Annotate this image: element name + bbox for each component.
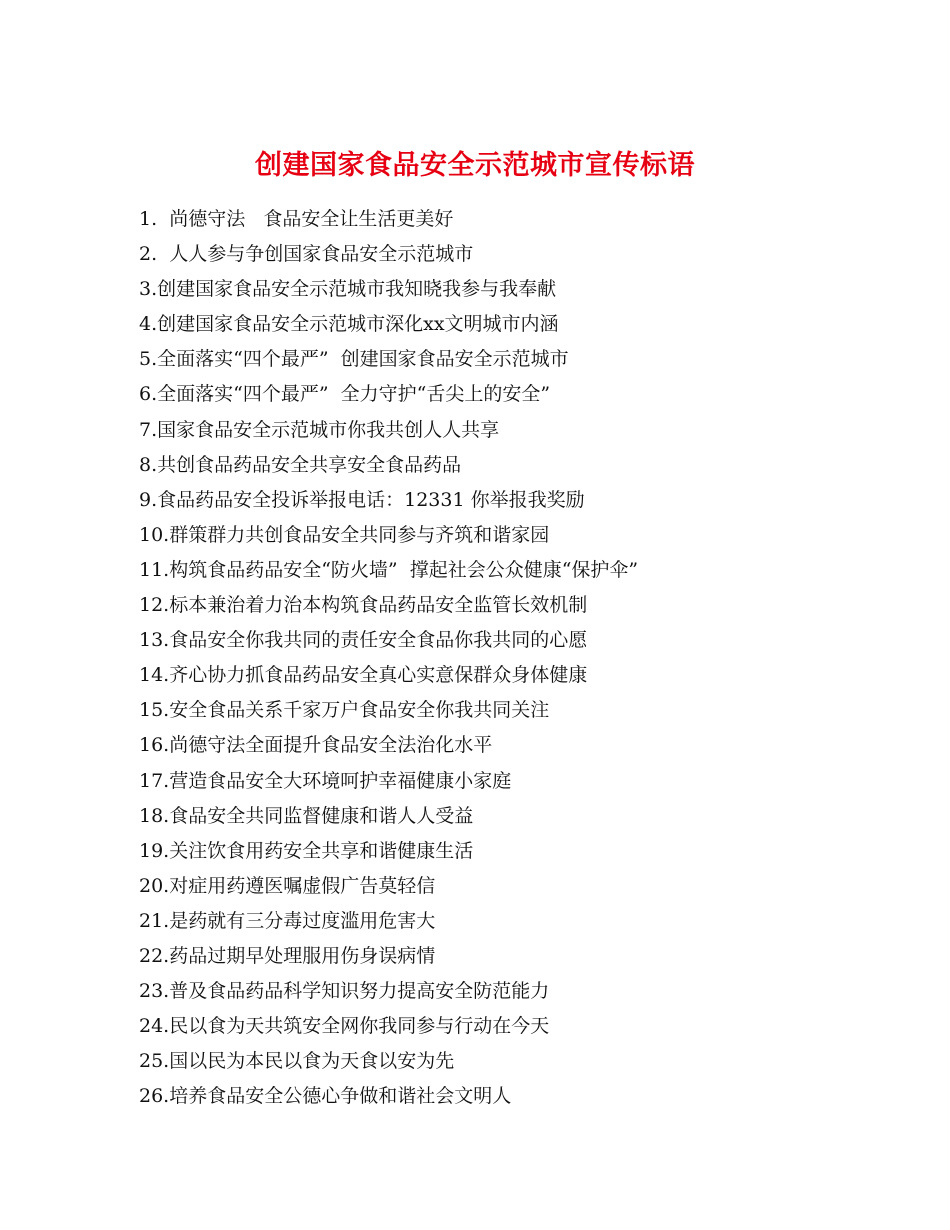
slogan-item: 5.全面落实“四个最严” 创建国家食品安全示范城市: [139, 348, 569, 371]
slogan-item: 15.安全食品关系千家万户食品安全你我共同关注: [139, 699, 550, 722]
slogan-item: 8.共创食品药品安全共享安全食品药品: [139, 453, 462, 476]
slogan-item: 6.全面落实“四个最严” 全力守护“舌尖上的安全”: [139, 383, 551, 406]
slogan-item: 11.构筑食品药品安全“防火墙” 撑起社会公众健康“保护伞”: [139, 558, 639, 581]
slogan-item: 25.国以民为本民以食为天食以安为先: [139, 1050, 455, 1073]
slogan-item: 1. 尚德守法 食品安全让生活更美好: [139, 208, 454, 230]
slogan-item: 24.民以食为天共筑安全网你我同参与行动在今天: [139, 1015, 550, 1038]
slogan-item: 9.食品药品安全投诉举报电话：12331 你举报我奖励: [139, 488, 585, 511]
slogan-item: 2. 人人参与争创国家食品安全示范城市: [139, 243, 474, 266]
slogan-item: 7.国家食品安全示范城市你我共创人人共享: [139, 418, 500, 441]
slogan-item: 20.对症用药遵医嘱虚假广告莫轻信: [139, 874, 436, 897]
slogan-item: 17.营造食品安全大环境呵护幸福健康小家庭: [139, 769, 512, 792]
page-title: 创建国家食品安全示范城市宣传标语: [255, 150, 695, 182]
slogan-item: 14.齐心协力抓食品药品安全真心实意保群众身体健康: [139, 664, 588, 687]
slogan-item: 21.是药就有三分毒过度滥用危害大: [139, 909, 436, 932]
slogan-item: 23.普及食品药品科学知识努力提高安全防范能力: [139, 980, 550, 1003]
slogan-item: 13.食品安全你我共同的责任安全食品你我共同的心愿: [139, 629, 588, 652]
slogan-item: 4.创建国家食品安全示范城市深化xx文明城市内涵: [139, 313, 559, 336]
slogan-item: 12.标本兼治着力治本构筑食品药品安全监管长效机制: [139, 594, 588, 617]
slogan-item: 16.尚德守法全面提升食品安全法治化水平: [139, 734, 493, 757]
slogan-item: 18.食品安全共同监督健康和谐人人受益: [139, 804, 474, 827]
slogan-item: 3.创建国家食品安全示范城市我知晓我参与我奉献: [139, 278, 557, 301]
slogan-item: 26.培养食品安全公德心争做和谐社会文明人: [139, 1085, 512, 1108]
slogan-item: 22.药品过期早处理服用伤身误病情: [139, 944, 436, 967]
slogan-item: 19.关注饮食用药安全共享和谐健康生活: [139, 839, 474, 862]
slogan-item: 10.群策群力共创食品安全共同参与齐筑和谐家园: [139, 523, 550, 546]
slogan-list: [139, 202, 859, 1114]
